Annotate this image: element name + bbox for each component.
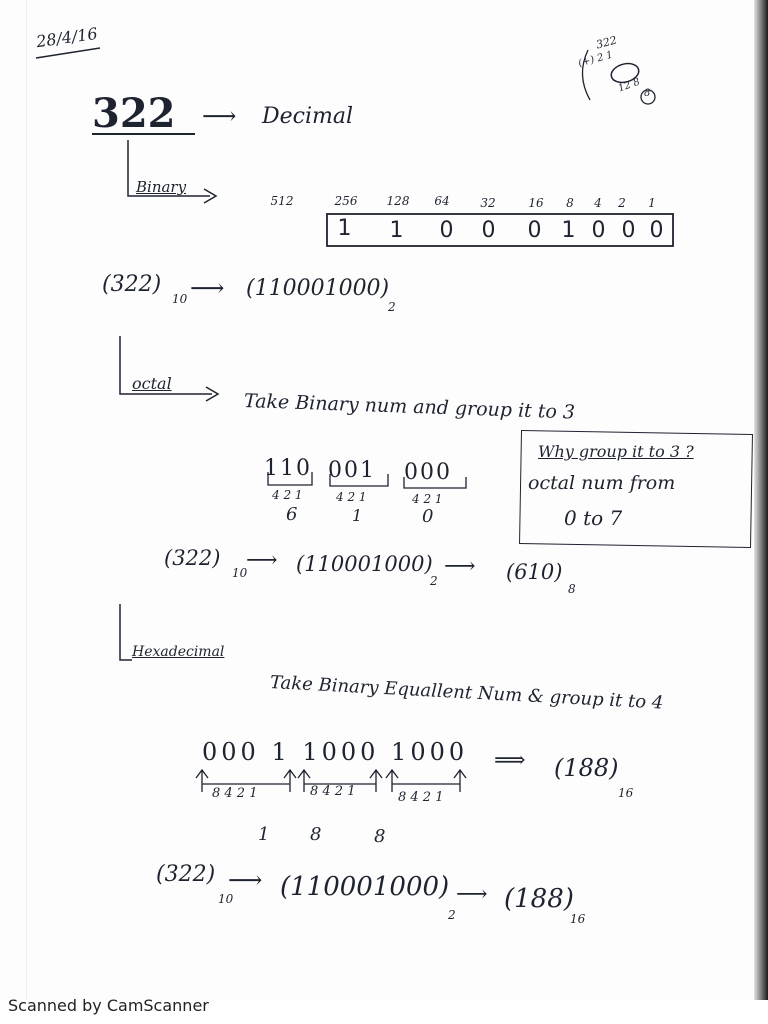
octal-digit: 6 — [286, 504, 298, 525]
octal-weights: 4 2 1 — [412, 492, 443, 506]
power-label: 256 — [334, 194, 358, 208]
octal-result-right: (610) — [506, 560, 563, 584]
corner-note-line2: (+) 2 1 — [577, 49, 615, 70]
date-text: 28/4/16 — [34, 23, 99, 52]
octal-note-line1: octal num from — [528, 472, 676, 494]
power-label: 32 — [480, 196, 496, 210]
hex-result-arrow-2: ⟶ — [456, 882, 488, 907]
octal-group: 001 — [328, 458, 376, 483]
binary-bit: 0 — [439, 218, 454, 243]
hex-side-result-base: 16 — [618, 786, 634, 800]
hex-arrow-3 — [298, 770, 310, 792]
binary-bit: 1 — [561, 218, 576, 243]
date-underline — [36, 48, 100, 58]
scanner-footer: Scanned by CamScanner — [8, 996, 209, 1015]
binary-label: Binary — [136, 178, 187, 196]
power-label: 64 — [434, 194, 450, 208]
corner-note-line1: 322 — [594, 33, 619, 52]
octal-instruction: Take Binary num and group it to 3 — [243, 390, 576, 424]
binary-bit: 1 — [389, 218, 404, 243]
octal-group: 000 — [404, 460, 452, 485]
binary-bit: 0 — [591, 218, 606, 243]
octal-result-arrow-2: ⟶ — [444, 554, 476, 579]
octal-digit: 1 — [352, 506, 363, 525]
octal-result-left-base: 10 — [232, 566, 248, 580]
binary-bit: 0 — [481, 218, 496, 243]
binary-bit: 0 — [527, 218, 542, 243]
octal-result-middle: (110001000) — [296, 552, 433, 576]
octal-digit: 0 — [422, 506, 434, 527]
hex-digit: 8 — [374, 826, 386, 847]
binary-result-left-base: 10 — [172, 292, 188, 306]
scan-edge — [754, 0, 768, 1000]
hex-arrow-right: ⟹ — [494, 748, 526, 773]
octal-note-line2: 0 to 7 — [564, 506, 623, 530]
octal-weights: 4 2 1 — [272, 488, 303, 502]
binary-result-right-base: 2 — [388, 300, 396, 314]
hex-digit: 1 — [258, 824, 270, 845]
hex-result-right-base: 16 — [570, 912, 586, 926]
hex-result-left-base: 10 — [218, 892, 234, 906]
octal-result-arrow-1: ⟶ — [246, 548, 278, 573]
corner-note-line4: 8 — [644, 88, 651, 99]
octal-result-left: (322) — [164, 546, 221, 570]
hex-padded-bits: 000 1 1000 1000 — [202, 738, 469, 766]
hex-arrow-5 — [386, 770, 398, 792]
title-arrow: ⟶ — [202, 102, 237, 130]
binary-result-arrow: ⟶ — [190, 274, 225, 302]
power-label: 4 — [594, 196, 602, 210]
hex-weights: 8 4 2 1 — [212, 786, 258, 801]
hex-arrow-4 — [370, 770, 382, 792]
binary-bit: 0 — [649, 218, 664, 243]
binary-bit: 1 — [337, 216, 352, 241]
binary-bit: 0 — [621, 218, 636, 243]
power-label: 8 — [566, 196, 574, 210]
octal-label: octal — [132, 374, 172, 393]
power-label: 128 — [386, 194, 410, 208]
hex-instruction: Take Binary Equallent Num & group it to 4 — [269, 672, 664, 714]
hex-result-middle: (110001000) — [280, 872, 450, 902]
title-label: Decimal — [262, 104, 354, 129]
hex-weights: 8 4 2 1 — [398, 790, 444, 805]
octal-group: 110 — [264, 456, 312, 481]
octal-result-right-base: 8 — [568, 582, 576, 596]
power-label: 512 — [270, 194, 294, 208]
hex-arrow-1 — [196, 770, 208, 792]
hex-side-result: (188) — [554, 754, 619, 782]
power-label: 16 — [528, 196, 544, 210]
hex-arrow-6 — [454, 770, 466, 792]
hex-result-arrow-1: ⟶ — [228, 866, 263, 894]
hex-bracket — [120, 604, 132, 660]
hex-result-left: (322) — [156, 862, 216, 887]
hex-digit: 8 — [310, 824, 322, 845]
corner-note-line3: 12 8 — [616, 76, 642, 95]
binary-result-left: (322) — [102, 272, 162, 297]
power-label: 2 — [618, 196, 626, 210]
hex-result-right: (188) — [504, 884, 574, 914]
title-number: 322 — [92, 90, 176, 137]
binary-result-right: (110001000) — [246, 276, 390, 301]
hex-arrow-2 — [284, 770, 296, 792]
power-label: 1 — [648, 196, 656, 210]
hex-label: Hexadecimal — [132, 644, 225, 660]
octal-weights: 4 2 1 — [336, 490, 367, 504]
octal-result-middle-base: 2 — [430, 574, 438, 588]
hex-result-middle-base: 2 — [448, 908, 456, 922]
octal-note-title: Why group it to 3 ? — [538, 442, 694, 461]
hex-weights: 8 4 2 1 — [310, 784, 356, 799]
